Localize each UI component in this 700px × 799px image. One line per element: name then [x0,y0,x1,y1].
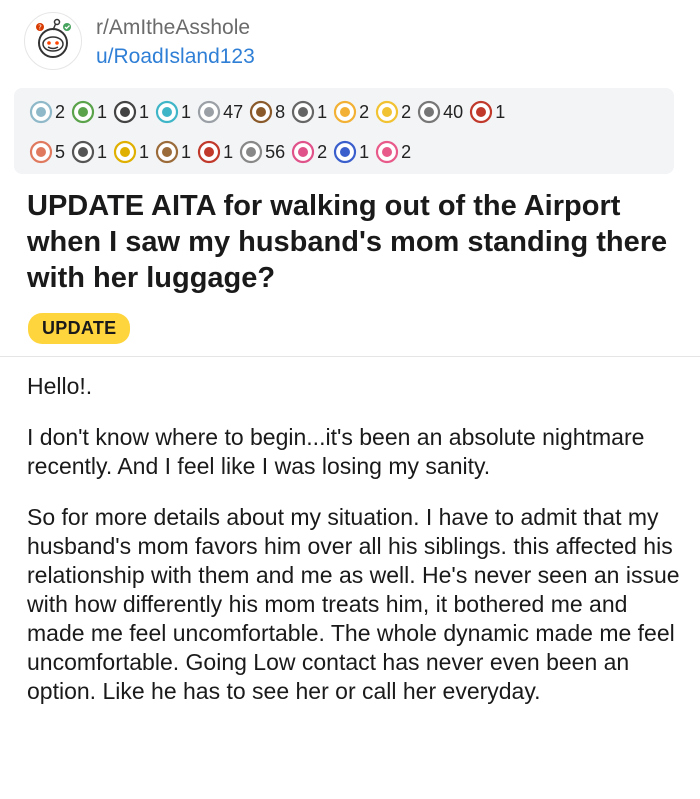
heart-eyes-icon [196,139,222,165]
helpful-icon [416,99,442,125]
silver-s-icon [196,99,222,125]
svg-text:?: ? [38,23,42,31]
award-count: 1 [181,101,192,122]
award-badge[interactable] [196,139,233,165]
divider [0,356,700,357]
award-count: 2 [317,141,328,162]
subreddit-avatar[interactable] [24,12,82,70]
award-count: 56 [265,141,286,162]
award-badge[interactable] [70,139,107,165]
post-flair[interactable]: UPDATE [28,313,130,344]
reddit-snoo-icon [30,16,76,67]
award-count: 1 [97,101,108,122]
award-badge[interactable] [374,139,411,165]
award-count: 2 [55,101,66,122]
award-count: 1 [139,101,150,122]
award-count: 2 [401,141,412,162]
post-header [24,12,255,70]
gift-box-icon [468,99,494,125]
wholesome-face-icon [154,99,180,125]
gold-star-icon [374,99,400,125]
post-body [27,372,682,728]
body-paragraph: I don't know where to begin...it's been an absolute nightmare recently. And I feel like I was losing my sanity. [27,424,645,479]
author-username[interactable]: u/RoadIsland123 [96,45,255,68]
award-badge[interactable] [248,99,285,125]
award-count: 1 [359,141,370,162]
award-badge[interactable] [154,139,191,165]
award-count: 1 [139,141,150,162]
subreddit-name[interactable]: r/AmItheAsshole [96,16,251,39]
award-badge[interactable] [70,99,107,125]
award-badge[interactable] [374,99,411,125]
gold-medal-icon [112,139,138,165]
award-count: 8 [275,101,286,122]
award-badge[interactable] [28,99,65,125]
award-badge[interactable] [154,99,191,125]
award-badge[interactable] [238,139,285,165]
clapping-hands-icon [332,99,358,125]
award-count: 1 [181,141,192,162]
award-count: 2 [359,101,370,122]
awards-row-1 [28,92,664,132]
bear-icon [248,99,274,125]
silver-coin-icon [28,99,54,125]
crown-snoo-icon [290,99,316,125]
award-badge[interactable] [416,99,463,125]
snoo-face-icon [112,99,138,125]
award-count: 5 [55,141,66,162]
award-badge[interactable] [290,139,327,165]
awards-row-2 [28,132,664,172]
crying-snoo-icon [290,139,316,165]
award-badge[interactable] [196,99,243,125]
tree-hug-icon [70,99,96,125]
body-paragraph: Hello!. [27,373,93,399]
jar-icon [154,139,180,165]
hugz-icon [28,139,54,165]
award-count: 2 [401,101,412,122]
awards-panel[interactable] [14,88,674,174]
body-paragraph: So for more details about my situation. I have to admit that my husband's mom favors him over all his siblings. this affected his relationship with them and me as well. He's never seen an issue with how differently his mom treats him, it bothered me and made me feel uncomfortable. The whole dynamic made me feel uncomfortable. Going Low contact has never even been an option. Like he has to see her or call her everyday. [27,504,680,704]
award-count: 40 [443,101,464,122]
award-count: 1 [223,141,234,162]
award-badge[interactable] [112,99,149,125]
sunglasses-snoo-icon [332,139,358,165]
award-badge[interactable] [332,139,369,165]
award-badge[interactable] [112,139,149,165]
pink-heart-icon [374,139,400,165]
award-count: 1 [495,101,506,122]
award-badge[interactable] [468,99,505,125]
post-title: UPDATE AITA for walking out of the Airport when I saw my husband's mom standing there with her luggage? [27,190,668,294]
broken-gear-icon [238,139,264,165]
award-count: 1 [97,141,108,162]
award-badge[interactable] [332,99,369,125]
award-count: 47 [223,101,244,122]
award-badge[interactable] [28,139,65,165]
party-snoo-icon [70,139,96,165]
award-badge[interactable] [290,99,327,125]
award-count: 1 [317,101,328,122]
